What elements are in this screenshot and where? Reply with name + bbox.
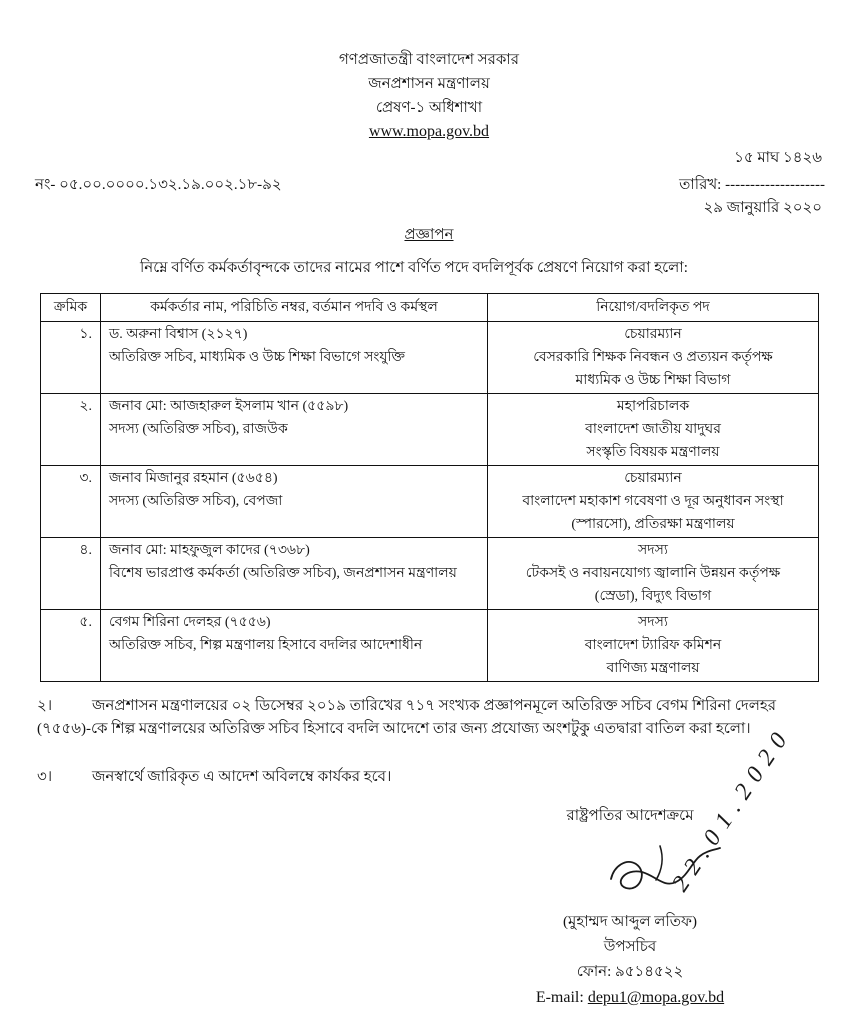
posting-ministry: (স্পারসো), প্রতিরক্ষা মন্ত্রণালয় bbox=[571, 517, 735, 532]
officer-current-post: অতিরিক্ত সচিব, মাধ্যমিক ও উচ্চ শিক্ষা বিভাগে সংযুক্তি bbox=[109, 350, 406, 365]
officer-cell bbox=[101, 394, 488, 466]
row-serial: ৪. bbox=[41, 538, 101, 610]
posting-cell bbox=[488, 610, 819, 682]
officer-name: বেগম শিরিনা দেলহর (৭৫৫৬) bbox=[109, 615, 271, 630]
posting-ministry: বাণিজ্য মন্ত্রণালয় bbox=[606, 661, 700, 676]
signature-block bbox=[480, 804, 780, 1010]
paragraph-number: ৩। bbox=[37, 769, 53, 785]
table-row bbox=[41, 466, 819, 538]
paragraph-2 bbox=[37, 695, 819, 741]
intro-text: নিম্নে বর্ণিত কর্মকর্তাবৃন্দকে তাদের নামের পাশে বর্ণিত পদে বদলিপূর্বক প্রেষণে নিয়োগ করা হলো: bbox=[140, 260, 688, 276]
email-link[interactable]: depu1@mopa.gov.bd bbox=[587, 989, 725, 1006]
officer-current-post: বিশেষ ভারপ্রাপ্ত কর্মকর্তা (অতিরিক্ত সচিব), জনপ্রশাসন মন্ত্রণালয় bbox=[109, 566, 457, 581]
memo-row bbox=[0, 173, 858, 197]
handwritten-date: 22.01.2020 bbox=[667, 728, 793, 897]
document-title bbox=[0, 223, 858, 247]
officer-current-post: অতিরিক্ত সচিব, শিল্প মন্ত্রণালয় হিসাবে বদলির আদেশাধীন bbox=[109, 638, 423, 653]
table-row bbox=[41, 394, 819, 466]
posting-organization: বাংলাদেশ জাতীয় যাদুঘর bbox=[585, 422, 721, 437]
website-line bbox=[0, 120, 858, 144]
letterhead bbox=[0, 48, 858, 144]
posting-cell bbox=[488, 394, 819, 466]
ministry-name: জনপ্রশাসন মন্ত্রণালয় bbox=[368, 76, 490, 92]
officer-current-post: সদস্য (অতিরিক্ত সচিব), রাজউক bbox=[109, 422, 288, 437]
government-name: গণপ্রজাতন্ত্রী বাংলাদেশ সরকার bbox=[338, 52, 520, 68]
table-row bbox=[41, 610, 819, 682]
posting-title: মহাপরিচালক bbox=[616, 399, 690, 414]
officer-name: জনাব মিজানুর রহমান (৫৬৫৪) bbox=[109, 471, 278, 486]
signatory-email-line bbox=[480, 985, 780, 1010]
row-serial: ৩. bbox=[41, 466, 101, 538]
website-link[interactable]: www.mopa.gov.bd bbox=[368, 123, 490, 140]
header-serial: ক্রমিক bbox=[41, 294, 101, 322]
officer-cell bbox=[101, 610, 488, 682]
document-title-text: প্রজ্ঞাপন bbox=[404, 227, 454, 243]
signature-space bbox=[480, 828, 780, 910]
date-label: তারিখ: -------------------- bbox=[679, 177, 825, 193]
table-header-row bbox=[41, 294, 819, 322]
posting-organization: বাংলাদেশ মহাকাশ গবেষণা ও দূর অনুধাবন সংস্থা bbox=[522, 494, 784, 509]
posting-ministry: সংস্কৃতি বিষয়ক মন্ত্রণালয় bbox=[586, 445, 720, 460]
posting-title: চেয়ারম্যান bbox=[624, 471, 682, 486]
posting-cell bbox=[488, 538, 819, 610]
header-officer: কর্মকর্তার নাম, পরিচিতি নম্বর, বর্তমান পদবি ও কর্মস্থল bbox=[101, 294, 488, 322]
paragraph-number: ২। bbox=[37, 698, 53, 714]
posting-cell bbox=[488, 466, 819, 538]
posting-ministry: (স্রেডা), বিদ্যুৎ বিভাগ bbox=[594, 589, 712, 604]
posting-title: চেয়ারম্যান bbox=[624, 327, 682, 342]
officer-cell bbox=[101, 466, 488, 538]
officer-name: জনাব মো: আজহারুল ইসলাম খান (৫৫৯৮) bbox=[109, 399, 349, 414]
paragraph-3 bbox=[37, 766, 819, 789]
posting-title: সদস্য bbox=[638, 615, 668, 630]
table-row bbox=[41, 538, 819, 610]
row-serial: ২. bbox=[41, 394, 101, 466]
signatory-name: (মুহাম্মদ আব্দুল লতিফ) bbox=[563, 914, 697, 930]
signatory-designation: উপসচিব bbox=[603, 939, 657, 955]
posting-organization: টেকসই ও নবায়নযোগ্য জ্বালানি উন্নয়ন কর্তৃপক্ষ bbox=[525, 566, 781, 581]
wing-name: প্রেষণ-১ অধিশাখা bbox=[375, 100, 483, 116]
posting-organization: বাংলাদেশ ট্যারিফ কমিশন bbox=[584, 638, 722, 653]
bangla-date: ১৫ মাঘ ১৪২৬ bbox=[734, 150, 822, 166]
gregorian-date: ২৯ জানুয়ারি ২০২০ bbox=[703, 200, 822, 216]
officer-cell bbox=[101, 322, 488, 394]
memo-number: নং- ০৫.০০.০০০০.১৩২.১৯.০০২.১৮-৯২ bbox=[35, 177, 282, 193]
header-posting: নিয়োগ/বদলিকৃত পদ bbox=[488, 294, 819, 322]
paragraph-text: জনপ্রশাসন মন্ত্রণালয়ের ০২ ডিসেম্বর ২০১৯ তারিখের ৭১৭ সংখ্যক প্রজ্ঞাপনমূলে অতিরিক্ত সচিব বেগম শিরিনা দেলহর (৭৫৫৬)-কে শিল্প মন্ত্রণালয়ের অতিরিক্ত সচিব হিসাবে বদলি আদেশে তার জন্য প্রযোজ্য অংশটুকু এতদ্বারা বাতিল করা হলো। bbox=[37, 698, 777, 737]
row-serial: ৫. bbox=[41, 610, 101, 682]
officer-cell bbox=[101, 538, 488, 610]
paragraph-text: জনস্বার্থে জারিকৃত এ আদেশ অবিলম্বে কার্যকর হবে। bbox=[92, 769, 392, 785]
posting-cell bbox=[488, 322, 819, 394]
table-row bbox=[41, 322, 819, 394]
row-serial: ১. bbox=[41, 322, 101, 394]
by-order-line: রাষ্ট্রপতির আদেশক্রমে bbox=[566, 808, 694, 824]
officer-name: ড. অরুনা বিশ্বাস (২১২৭) bbox=[109, 327, 248, 342]
posting-organization: বেসরকারি শিক্ষক নিবন্ধন ও প্রত্যয়ন কর্তৃপক্ষ bbox=[533, 350, 773, 365]
email-label: E-mail: bbox=[535, 989, 584, 1006]
signatory-phone: ফোন: ৯৫১৪৫২২ bbox=[576, 964, 684, 980]
posting-table bbox=[40, 293, 819, 682]
posting-ministry: মাধ্যমিক ও উচ্চ শিক্ষা বিভাগ bbox=[575, 373, 731, 388]
posting-title: সদস্য bbox=[638, 543, 668, 558]
officer-current-post: সদস্য (অতিরিক্ত সচিব), বেপজা bbox=[109, 494, 283, 509]
officer-name: জনাব মো: মাহফুজুল কাদের (৭৩৬৮) bbox=[109, 543, 310, 558]
